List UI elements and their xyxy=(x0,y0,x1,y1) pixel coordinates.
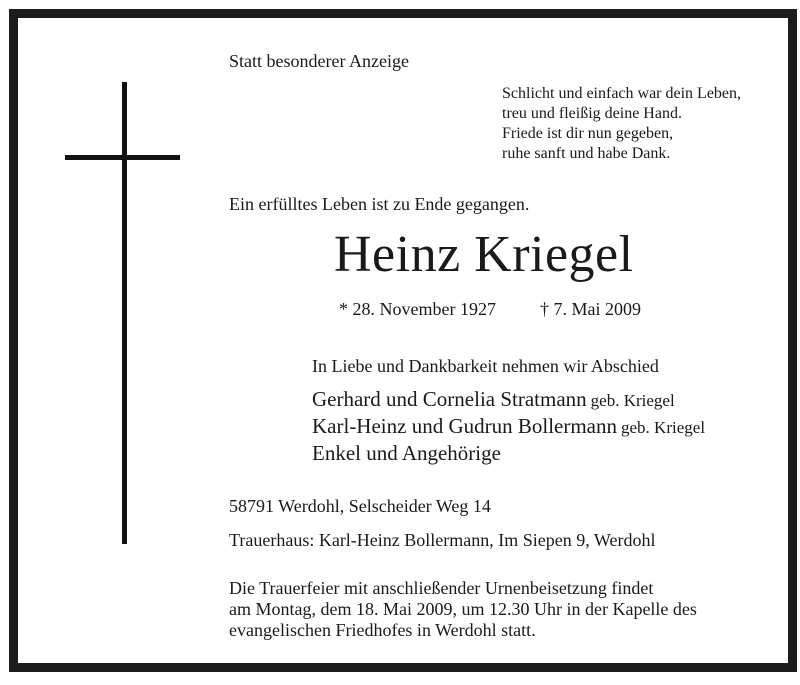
mourner-entry xyxy=(312,387,675,412)
poem-line: treu und fleißig deine Hand. xyxy=(502,105,682,122)
cross-horizontal-bar xyxy=(65,155,180,160)
mourner-suffix: geb. Kriegel xyxy=(590,391,675,410)
poem-line: ruhe sanft und habe Dank. xyxy=(502,145,671,162)
death-date: † 7. Mai 2009 xyxy=(540,299,641,319)
mourner-names: Enkel und Angehörige xyxy=(312,441,501,465)
poem-line: Schlicht und einfach war dein Leben, xyxy=(502,85,742,102)
birth-date: * 28. November 1927 xyxy=(339,299,496,319)
poem xyxy=(502,84,741,164)
mourner-entry xyxy=(312,414,705,439)
cross-vertical-bar xyxy=(122,82,127,544)
mourner-names: Gerhard und Cornelia Stratmann xyxy=(312,387,587,411)
poem-line: Friede ist dir nun gegeben, xyxy=(502,125,674,142)
mourner-names: Karl-Heinz und Gudrun Bollermann xyxy=(312,414,618,438)
address-text: 58791 Werdohl, Selscheider Weg 14 xyxy=(229,496,491,516)
trauerhaus-text: Trauerhaus: Karl-Heinz Bollermann, Im Siepen 9, Werdohl xyxy=(229,530,656,550)
ceremony-line: Die Trauerfeier mit anschließender Urnenbeisetzung findet xyxy=(229,578,654,598)
deceased-name: Heinz Kriegel xyxy=(334,226,634,283)
header-text: Statt besonderer Anzeige xyxy=(229,51,409,71)
intro-text: Ein erfülltes Leben ist zu Ende gegangen. xyxy=(229,194,530,214)
ceremony-text xyxy=(229,578,697,641)
mourner-entry xyxy=(312,441,501,466)
mourner-suffix: geb. Kriegel xyxy=(621,418,706,437)
obituary-notice xyxy=(9,9,797,672)
farewell-line: In Liebe und Dankbarkeit nehmen wir Abschied xyxy=(312,356,659,376)
ceremony-line: evangelischen Friedhofes in Werdohl statt. xyxy=(229,620,536,640)
ceremony-line: am Montag, dem 18. Mai 2009, um 12.30 Uhr in der Kapelle des xyxy=(229,599,697,619)
